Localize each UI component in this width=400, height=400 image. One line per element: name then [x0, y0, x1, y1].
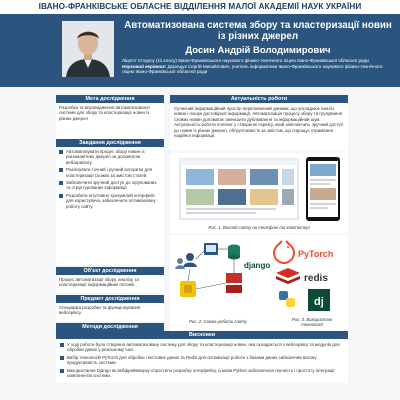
- database-icon: [228, 245, 240, 260]
- tech-django-label: dj: [314, 296, 324, 308]
- bullet-icon: [59, 150, 63, 154]
- list-item: Забезпечити зручний доступ до згрупованих та структурованих інформації.: [59, 180, 161, 191]
- author-info: [122, 58, 394, 75]
- redis-logo-icon: [276, 268, 300, 284]
- server-icon: [180, 281, 196, 297]
- figures-row: [170, 235, 348, 333]
- list-item: У ході роботи було створено автоматизовану систему для збору та кластеризації новин, яка складається з вебсервісу та модулів для обробки даних у реальному часі.: [60, 342, 344, 353]
- bullet-icon: [60, 369, 64, 373]
- title-banner: [0, 14, 400, 87]
- bullet-icon: [59, 181, 63, 185]
- relevance-text: Сучасний інформаційний простір переповнений даними, що ускладнює аналіз новин і пошук достовірної інформації. Автоматизація процесу збору та групування схожих новин допомагає зменшити дублювання та інформаційний шум. Актуальність роботи полягає у створенні сервісу, який забезпечить зручний доступ до новин із різних джерел, обґрунтовані їх за змістом, що спрощує отримання надійної інформації.: [170, 103, 348, 151]
- supervisor-info: [122, 64, 394, 75]
- web-icon: [204, 243, 218, 255]
- figure-1: [170, 153, 348, 233]
- organization-header: ІВАНО-ФРАНКІВСЬКЕ ОБЛАСНЕ ВІДДІЛЕННЯ МАЛОЇ АКАДЕМІЇ НАУК УКРАЇНИ: [0, 0, 400, 14]
- subject-text: Специфіка розробки та функціонування вебсервісу.: [56, 303, 164, 321]
- author-portrait-icon: [62, 21, 114, 77]
- figure-2-caption: Рис. 2. Схема роботи сайту: [189, 319, 247, 324]
- bullet-icon: [59, 168, 63, 172]
- conclusions-list: [56, 339, 348, 383]
- supervisor-text: Дорощук Сергій Михайлович, учитель інформатики Івано-Франківського наукового фізико-технічного ліцею Івано-Франківської обласної ради: [122, 63, 383, 75]
- conclusions-heading: Висновки: [56, 331, 348, 339]
- tech-pytorch-label: PyTorch: [298, 249, 334, 259]
- tech-redis-label: redis: [304, 273, 328, 284]
- figure-3-caption: Рис. 3. Використані технології: [291, 317, 333, 327]
- figure-1-caption: Рис. 1. Вигляд сайту на телефоні та комп'ютері: [208, 225, 310, 230]
- bullet-icon: [59, 194, 63, 198]
- methods-heading: Методи дослідження: [56, 323, 164, 331]
- poster-title: Автоматизована система збору та кластеризації новин із різних джерел: [124, 20, 392, 42]
- relevance-heading: Актуальність роботи: [170, 95, 348, 103]
- tasks-list: [56, 147, 164, 265]
- pytorch-logo-icon: [274, 241, 294, 263]
- author-photo: [62, 21, 114, 77]
- supervisor-label: Науковий керівник:: [122, 63, 167, 69]
- object-text: Процес автоматизації збору, аналізу та кластеризації інформаційних потоків.: [56, 275, 164, 293]
- object-heading: Об'єкт дослідження: [56, 267, 164, 275]
- list-item: Реалізувати точний і ручний алгоритм для кластеризації схожих за змістом статей.: [59, 167, 161, 178]
- redis-diagram-icon: [226, 273, 242, 293]
- bullet-icon: [60, 356, 64, 360]
- left-column: [56, 95, 164, 351]
- meta-heading: Мета дослідження: [56, 95, 164, 103]
- conclusions-section: [56, 331, 348, 383]
- student-info: Ліцеїст ІІІ курсу (11 класу) Івано-Франківського наукового фізико-технічного ліцею Івано-Франківської обласної ради: [122, 58, 369, 63]
- diagram-django-label: django: [244, 261, 271, 270]
- list-item: Використання Django як вебфреймворку спростило розробку інтерфейсу, а мова Python забезпечила гнучкість і простоту інтеграції компонентів системи.: [60, 368, 344, 379]
- bullet-icon: [60, 343, 64, 347]
- list-item: Розробити інтуїтивно зрозумілий інтерфейс для користувача, забезпечити оптимізовану роботу сайту.: [59, 193, 161, 209]
- right-column: [170, 95, 348, 333]
- list-item: Автоматизувати процес збору новин із різноманітних джерел за допомогою вебскрапінгу.: [59, 149, 161, 165]
- website-screenshots-image: [170, 153, 348, 225]
- tasks-heading: Завдання дослідження: [56, 139, 164, 147]
- author-name: Досин Андрій Володимирович: [185, 45, 331, 56]
- users-icon: [175, 253, 197, 269]
- python-logo-icon: [279, 291, 295, 307]
- list-item: Вибір технологій PyTorch для обробки текстових даних та Redis для оптимізації роботи з базами даних забезпечив високу продуктивність системи.: [60, 355, 344, 366]
- subject-heading: Предмет дослідження: [56, 295, 164, 303]
- meta-text: Розробка та впровадження автоматизованої системи для збору та кластеризації новин із різних джерел: [56, 103, 164, 139]
